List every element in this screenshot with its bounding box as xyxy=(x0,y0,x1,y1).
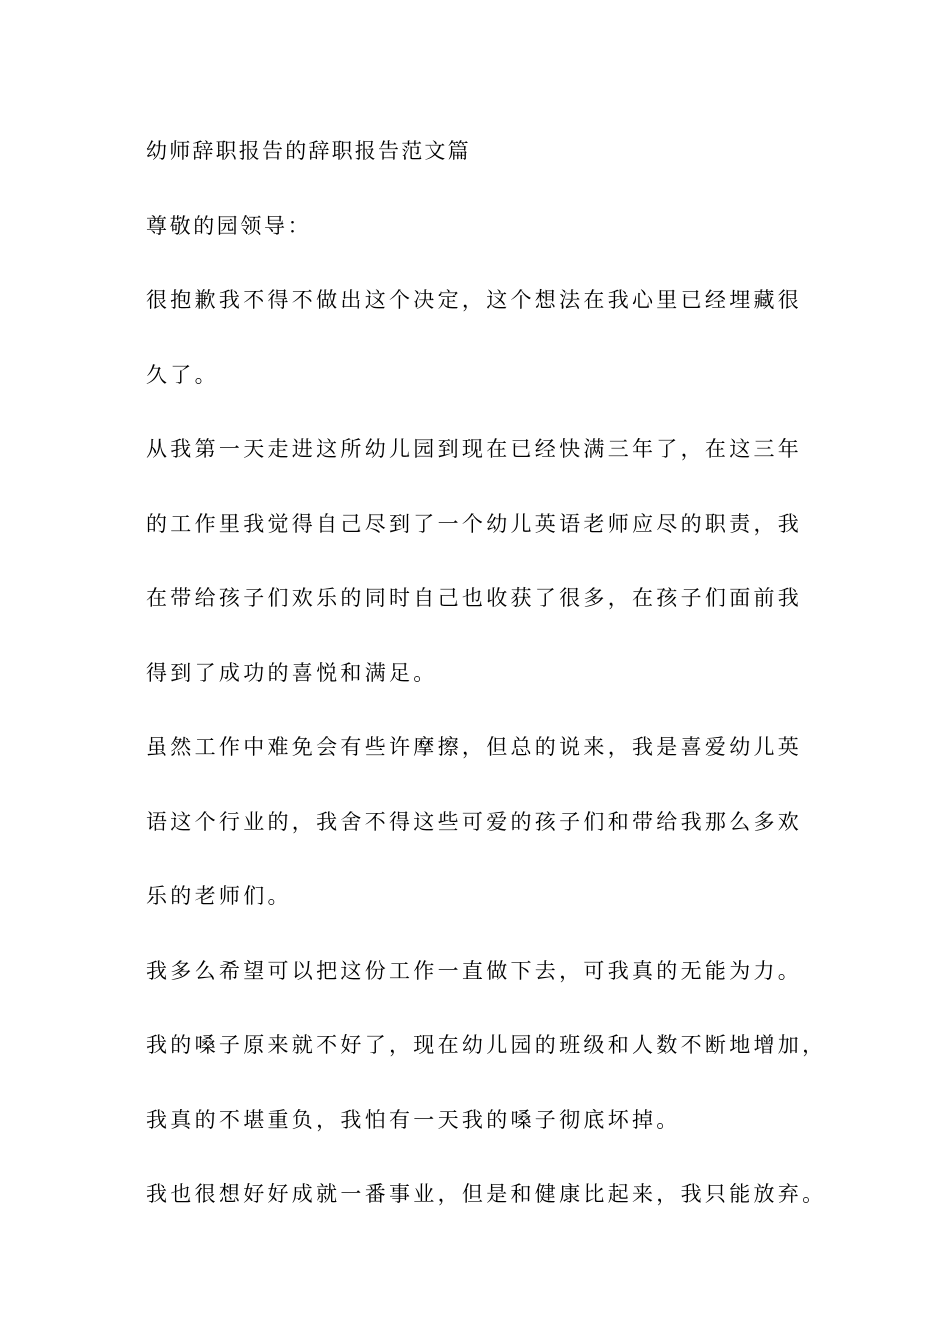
body-line: 语这个行业的，我舍不得这些可爱的孩子们和带给我那么多欢 xyxy=(146,809,803,834)
body-line: 我也很想好好成就一番事业，但是和健康比起来，我只能放弃。 xyxy=(146,1182,827,1206)
body-line: 久了。 xyxy=(146,362,219,387)
salutation: 尊敬的园领导： xyxy=(146,213,312,238)
body-line: 乐的老师们。 xyxy=(146,884,292,908)
body-line: 从我第一天走进这所幼儿园到现在已经快满三年了，在这三年 xyxy=(146,437,803,461)
body-line: 得到了成功的喜悦和满足。 xyxy=(146,660,438,685)
body-line: 很抱歉我不得不做出这个决定，这个想法在我心里已经埋藏很 xyxy=(146,288,803,312)
body-line: 虽然工作中难免会有些许摩擦，但总的说来，我是喜爱幼儿英 xyxy=(146,735,803,759)
document-body xyxy=(146,129,826,1247)
body-line: 在带给孩子们欢乐的同时自己也收获了很多，在孩子们面前我 xyxy=(146,586,803,610)
body-line: 的工作里我觉得自己尽到了一个幼儿英语老师应尽的职责，我 xyxy=(146,511,803,536)
body-line: 我多么希望可以把这份工作一直做下去，可我真的无能为力。 xyxy=(146,958,803,983)
body-line: 我的嗓子原来就不好了，现在幼儿园的班级和人数不断地增加， xyxy=(146,1033,827,1057)
body-line: 我真的不堪重负，我怕有一天我的嗓子彻底坏掉。 xyxy=(146,1107,681,1132)
document-title: 幼师辞职报告的辞职报告范文篇 xyxy=(146,139,471,163)
